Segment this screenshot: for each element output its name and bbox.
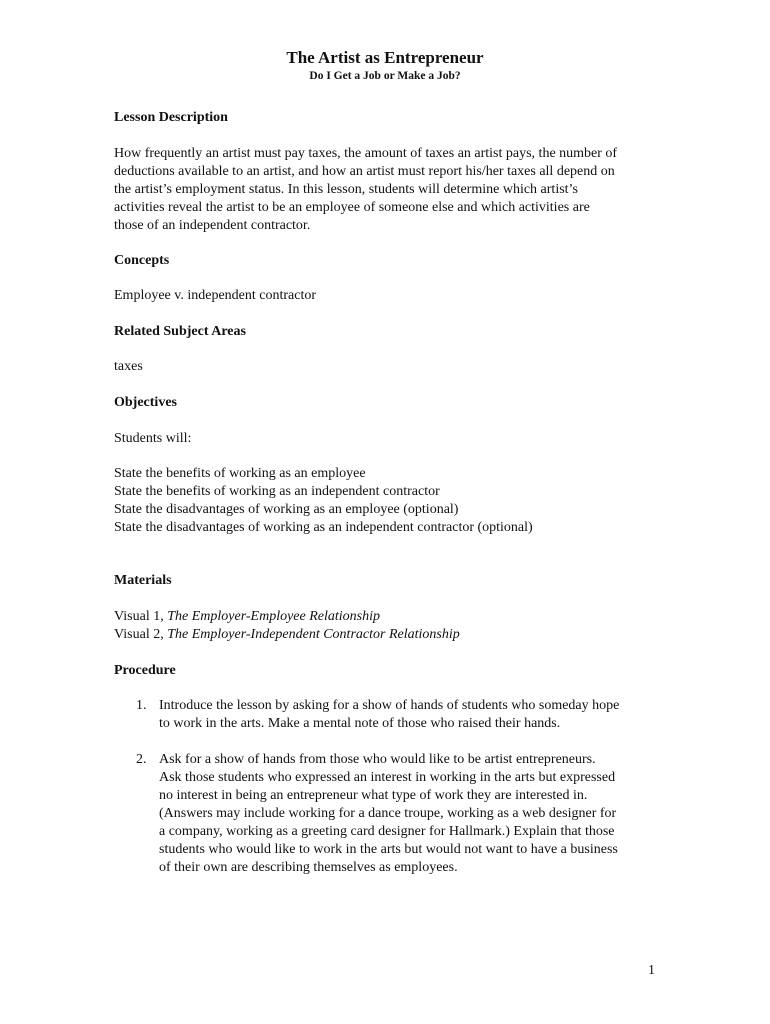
procedure-heading: Procedure xyxy=(114,663,176,678)
step-line: (Answers may include working for a dance troupe, working as a web designer for xyxy=(159,806,617,821)
step-line: Ask for a show of hands from those who would like to be artist entrepreneurs. xyxy=(159,752,596,767)
step-line: of their own are describing themselves as employees. xyxy=(159,860,458,875)
step-number: 2. xyxy=(136,752,147,767)
step-line: a company, working as a greeting card designer for Hallmark.) Explain that those xyxy=(159,824,615,839)
material-prefix: Visual 2, xyxy=(114,627,168,642)
material-prefix: Visual 1, xyxy=(114,609,168,624)
step-text xyxy=(159,751,618,877)
step-line: no interest in being an entrepreneur what type of work they are interested in. xyxy=(159,788,588,803)
document-title: The Artist as Entrepreneur xyxy=(286,48,484,67)
objectives-list xyxy=(114,465,674,537)
step-number: 1. xyxy=(136,698,147,713)
lesson-description-paragraph xyxy=(114,145,674,235)
paragraph-line: the artist’s employment status. In this lesson, students will determine which artist’s xyxy=(114,182,578,197)
concepts-heading: Concepts xyxy=(114,253,170,268)
paragraph-line: activities reveal the artist to be an employee of someone else and which activities are xyxy=(114,200,590,215)
material-item xyxy=(114,608,674,626)
step-text xyxy=(159,697,619,733)
step-line: to work in the arts. Make a mental note of those who raised their hands. xyxy=(159,716,561,731)
objective-item: State the benefits of working as an independent contractor xyxy=(114,484,440,499)
objectives-heading: Objectives xyxy=(114,395,177,410)
related-subject-areas-heading: Related Subject Areas xyxy=(114,324,246,339)
related-subject-areas-text: taxes xyxy=(114,359,143,374)
paragraph-line: How frequently an artist must pay taxes, the amount of taxes an artist pays, the number of xyxy=(114,146,618,161)
material-item xyxy=(114,626,674,644)
material-title: The Employer-Employee Relationship xyxy=(167,609,380,624)
paragraph-line: those of an independent contractor. xyxy=(114,218,311,233)
step-line: Introduce the lesson by asking for a show of hands of students who someday hope xyxy=(159,698,620,713)
paragraph-line: deductions available to an artist, and how an artist must report his/her taxes all depend on xyxy=(114,164,615,179)
page-number: 1 xyxy=(648,963,655,978)
document-subtitle: Do I Get a Job or Make a Job? xyxy=(309,70,461,82)
objective-item: State the disadvantages of working as an employee (optional) xyxy=(114,502,459,517)
step-line: students who would like to work in the arts but would not want to have a business xyxy=(159,842,618,857)
step-line: Ask those students who expressed an interest in working in the arts but expressed xyxy=(159,770,616,785)
lesson-description-heading: Lesson Description xyxy=(114,110,228,125)
objective-item: State the benefits of working as an employee xyxy=(114,466,366,481)
material-title: The Employer-Independent Contractor Relationship xyxy=(167,627,460,642)
concepts-text: Employee v. independent contractor xyxy=(114,288,317,303)
materials-heading: Materials xyxy=(114,573,172,588)
materials-list xyxy=(114,608,674,644)
objectives-intro: Students will: xyxy=(114,431,192,446)
objective-item: State the disadvantages of working as an independent contractor (optional) xyxy=(114,520,533,535)
